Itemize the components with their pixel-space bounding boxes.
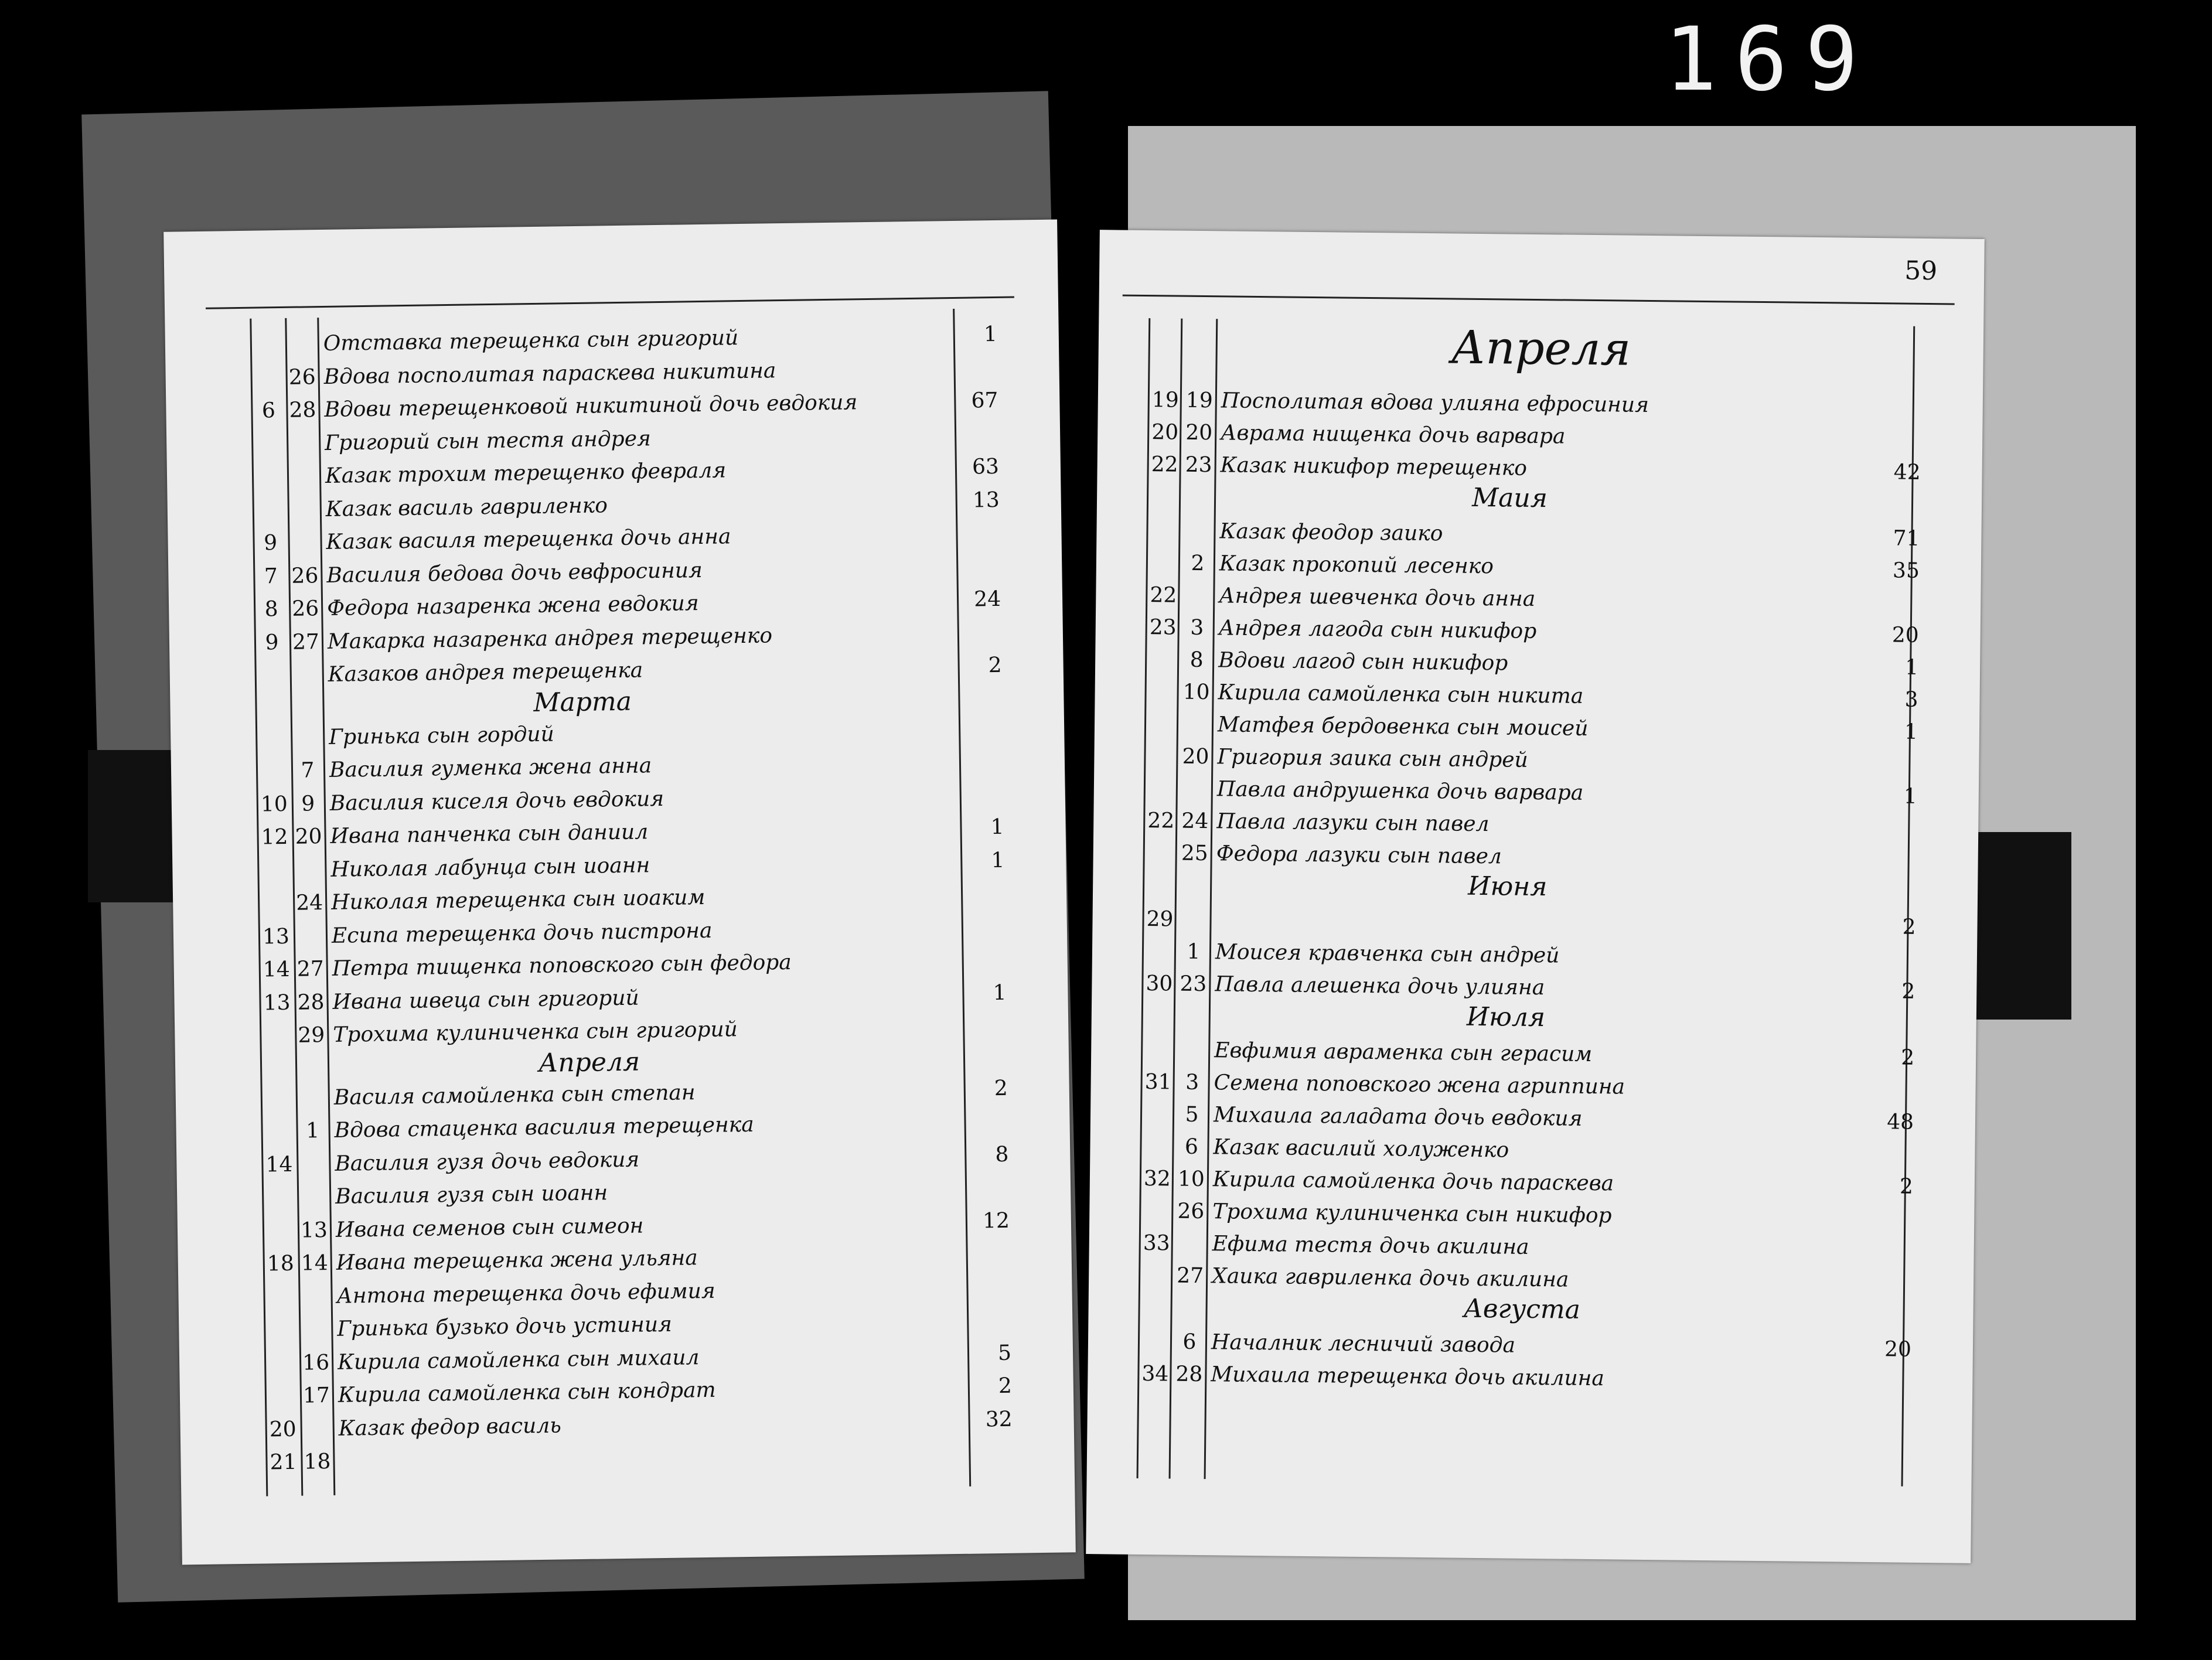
entry-number	[266, 1279, 295, 1280]
entry-name: Василия гузя сын иоанн	[335, 1181, 608, 1209]
entry-number: 22	[1147, 809, 1175, 833]
entry-day: 25	[1181, 841, 1208, 866]
entry-day: 3	[1190, 615, 1204, 640]
entry-number: 22	[1150, 583, 1177, 608]
entry-day: 6	[1184, 1134, 1199, 1160]
entry-name: Казак феодор заико	[1219, 519, 1443, 546]
entry-day: 10	[1182, 680, 1210, 705]
entry-name: Казак трохим терещенко февраля	[325, 458, 727, 488]
entry-number: 12	[261, 824, 288, 850]
entry-number	[258, 720, 288, 721]
month-heading: Июня	[1467, 871, 1548, 902]
entry-day: 26	[288, 364, 316, 390]
entry-name: Есипа терещенка дочь пистрона	[331, 918, 713, 948]
entry-name: Ивана терещенка жена ульяна	[336, 1246, 698, 1275]
entry-age	[1870, 1364, 1911, 1365]
entry-age: 20	[1891, 623, 1919, 647]
right-page	[1086, 230, 1985, 1563]
entry-day: 28	[297, 990, 325, 1015]
column-rule	[1137, 318, 1151, 1478]
entry-day: 28	[1175, 1362, 1203, 1387]
entry-number: 30	[1146, 972, 1173, 996]
entry-day: 1	[1187, 939, 1201, 964]
entry-age: 35	[1892, 558, 1920, 583]
entry-number: 9	[265, 630, 279, 655]
entry-day: 26	[291, 563, 319, 588]
entry-number	[1142, 1258, 1171, 1259]
entry-age	[1876, 811, 1917, 812]
entry-age	[1872, 1233, 1913, 1234]
entry-age: 2	[1902, 915, 1916, 939]
entry-name: Казак федор василь	[338, 1413, 562, 1441]
entry-number	[254, 426, 284, 427]
entry-number	[1141, 1324, 1170, 1325]
entry-age: 71	[1893, 526, 1920, 551]
entry-number	[1145, 934, 1174, 935]
entry-name: Кирила самойленка дочь параскева	[1212, 1167, 1614, 1196]
entry-number	[255, 459, 284, 460]
entry-age	[968, 1170, 1009, 1171]
entry-number: 31	[1144, 1070, 1172, 1095]
entry-name: Николая терещенка сын иоаким	[330, 885, 705, 915]
entry-day: 20	[1185, 420, 1213, 445]
entry-number: 20	[269, 1417, 296, 1441]
entry-age: 2	[994, 1076, 1008, 1100]
entry-number	[253, 327, 282, 328]
entry-day	[292, 720, 322, 721]
entry-number	[1148, 674, 1177, 675]
entry-age	[1876, 843, 1917, 844]
entry-name: Матфея бердовенка сын моисей	[1217, 713, 1589, 741]
entry-number	[1144, 1032, 1174, 1033]
entry-age: 5	[997, 1341, 1012, 1365]
top-rule	[206, 296, 1014, 309]
entry-day: 14	[301, 1251, 328, 1276]
entry-age: 1	[1905, 655, 1919, 680]
entry-age	[1880, 422, 1921, 423]
entry-number	[1148, 642, 1178, 643]
entry-day	[301, 1312, 330, 1313]
entry-number	[265, 1180, 294, 1181]
entry-number	[265, 1213, 295, 1214]
page-number: 59	[1904, 255, 1938, 287]
entry-number: 13	[262, 924, 290, 949]
entry-name: Павла алешенка дочь улияна	[1215, 972, 1545, 1000]
entry-age	[1880, 390, 1921, 391]
entry-age: 24	[973, 587, 1001, 612]
entry-day: 10	[1177, 1167, 1205, 1192]
entry-number	[263, 1018, 292, 1019]
month-heading: Июля	[1466, 1001, 1546, 1033]
entry-day	[289, 492, 318, 493]
entry-name: Казак никифор терещенко	[1220, 453, 1528, 480]
entry-day	[291, 657, 321, 658]
entry-day: 24	[1181, 809, 1209, 834]
entry-name: Василия киселя дочь евдокия	[329, 786, 664, 816]
entry-day: 6	[1182, 1330, 1197, 1354]
entry-day: 18	[304, 1449, 331, 1474]
entry-age	[962, 710, 1003, 711]
entry-age: 1	[1904, 720, 1918, 744]
entry-day: 16	[302, 1350, 330, 1375]
month-heading: Августа	[1463, 1293, 1581, 1325]
column-rule	[1204, 319, 1218, 1479]
entry-age: 32	[985, 1407, 1013, 1431]
entry-number: 7	[264, 564, 278, 588]
entry-number	[257, 658, 287, 659]
entry-age	[1872, 1201, 1913, 1202]
entry-name: Павла лазуки сын павел	[1216, 809, 1490, 837]
entry-day: 17	[302, 1383, 330, 1408]
entry-day: 24	[296, 891, 323, 915]
entry-name: Антона терещенка дочь ефимия	[336, 1279, 715, 1308]
entry-day	[297, 1080, 326, 1081]
entry-age	[972, 1435, 1013, 1436]
entry-name: Федора лазуки сын павел	[1216, 841, 1502, 869]
entry-day: 5	[1185, 1102, 1199, 1127]
entry-day	[1183, 578, 1212, 579]
entry-day	[289, 525, 319, 526]
entry-age: 1	[993, 980, 1007, 1005]
entry-day: 23	[1185, 452, 1212, 478]
entry-day	[288, 426, 318, 427]
entry-age	[964, 942, 1006, 943]
entry-number: 18	[267, 1251, 294, 1276]
entry-age: 2	[1901, 1045, 1915, 1070]
entry-age	[1873, 1072, 1914, 1073]
entry-day: 27	[296, 957, 324, 981]
entry-name: Михаила галадата дочь евдокия	[1213, 1103, 1583, 1131]
entry-day: 20	[295, 824, 322, 849]
entry-day: 3	[1185, 1070, 1199, 1095]
entry-number	[255, 492, 284, 493]
entry-day: 26	[1177, 1199, 1205, 1224]
entry-name: Андрея лагода сын никифор	[1218, 616, 1537, 643]
entry-name: Кирила самойленка сын кондрат	[338, 1378, 716, 1407]
left-page	[163, 219, 1076, 1564]
entry-name: Гринька сын гордий	[328, 722, 555, 749]
month-heading: Апреля	[1450, 321, 1631, 376]
month-heading: Маия	[1471, 482, 1548, 514]
entry-name: Ивана швеца сын григорий	[332, 986, 639, 1014]
entry-age: 2	[1901, 979, 1916, 1004]
entry-name: Вдови терещенковой никитиной дочь евдокия	[324, 390, 858, 422]
top-rule	[1123, 295, 1955, 305]
entry-number: 6	[261, 398, 276, 423]
entry-number	[261, 886, 290, 887]
entry-age	[967, 1104, 1008, 1105]
entry-number: 9	[263, 531, 278, 555]
entry-name: Макарка назаренка андрея терещенко	[327, 623, 773, 654]
entry-name: Григорий сын тестя андрея	[324, 426, 652, 455]
entry-age: 2	[998, 1373, 1013, 1399]
entry-name: Евфимия авраменка сын герасим	[1214, 1038, 1593, 1067]
entry-age: 1	[983, 322, 998, 347]
entry-number: 33	[1143, 1231, 1170, 1256]
entry-name: Андрея шевченка дочь анна	[1219, 584, 1536, 611]
column-rule	[1169, 319, 1183, 1479]
entry-name: Василия бедова дочь евфросиния	[326, 558, 703, 588]
entry-number: 23	[1149, 615, 1177, 640]
entry-age: 1	[990, 814, 1004, 840]
entry-day: 9	[301, 791, 315, 816]
entry-day: 20	[1182, 744, 1209, 769]
entry-day: 27	[1177, 1263, 1204, 1289]
entry-day: 2	[1191, 551, 1205, 576]
entry-age: 63	[972, 454, 1000, 479]
entry-age	[969, 1269, 1010, 1270]
entry-day: 1	[305, 1119, 320, 1143]
entry-name: Казаков андрея терещенка	[328, 658, 643, 687]
entry-name: Посполитая вдова улияна ефросиния	[1221, 388, 1649, 417]
entry-name: Гринька бузько дочь устиния	[337, 1312, 673, 1341]
entry-day	[1181, 707, 1211, 708]
entry-name: Ивана семенов сын симеон	[335, 1213, 644, 1242]
entry-name: Вдова посполитая параскева никитина	[323, 358, 776, 389]
entry-number	[263, 1080, 292, 1081]
entry-number: 22	[1151, 452, 1178, 477]
entry-number	[1143, 1129, 1173, 1130]
entry-name: Моисея кравченка сын андрей	[1215, 940, 1560, 968]
entry-name: Трохима кулиниченка сын никифор	[1212, 1199, 1612, 1228]
entry-age: 48	[1886, 1110, 1914, 1134]
entry-age: 1	[991, 848, 1005, 872]
entry-day: 26	[292, 596, 319, 621]
entry-age	[962, 776, 1003, 777]
entry-age	[969, 1236, 1010, 1237]
entry-day: 27	[292, 629, 320, 655]
entry-name: Казак прокопий лесенко	[1219, 551, 1494, 579]
entry-number: 14	[263, 957, 290, 982]
entry-name: Петра тищенка поповского сын федора	[332, 950, 792, 981]
entry-number: 14	[265, 1152, 293, 1177]
register-entry-row	[1140, 1356, 1926, 1400]
entry-number	[267, 1345, 296, 1346]
entry-age: 42	[1893, 460, 1921, 485]
entry-age: 2	[1899, 1174, 1914, 1199]
entry-name: Семена поповского жена агриппина	[1214, 1071, 1625, 1099]
entry-day	[287, 326, 316, 327]
entry-name: Вдови лагод сын никифор	[1218, 648, 1508, 676]
entry-name: Михаила терещенка дочь акилина	[1211, 1362, 1605, 1391]
entry-age: 20	[1884, 1337, 1912, 1362]
entry-age	[964, 876, 1005, 877]
entry-name: Трохима кулиниченка сын григорий	[333, 1017, 738, 1047]
entry-number: 32	[1143, 1167, 1171, 1191]
entry-name: Вдова стаценка василия терещенка	[334, 1112, 754, 1143]
entry-number: 29	[1146, 907, 1174, 932]
entry-day: 13	[300, 1218, 328, 1243]
entry-name: Федора назаренка жена евдокия	[326, 591, 699, 621]
entry-number	[1147, 771, 1176, 772]
entry-age: 1	[1903, 784, 1918, 809]
entry-age: 67	[971, 388, 998, 413]
entry-name: Аврама нищенка дочь варвара	[1221, 421, 1566, 449]
entry-age: 2	[988, 653, 1002, 678]
entry-age	[1879, 585, 1920, 586]
frame-number: 169	[1664, 9, 1876, 111]
entry-day: 19	[1185, 388, 1213, 413]
entry-number	[1150, 513, 1179, 514]
entry-number: 34	[1141, 1362, 1169, 1386]
entry-name: Николая лабунца сын иоанн	[330, 853, 650, 882]
entry-age: 3	[1904, 687, 1918, 712]
entry-age: 12	[982, 1208, 1010, 1233]
entry-day: 23	[1180, 972, 1207, 997]
entry-number: 20	[1151, 420, 1179, 445]
entry-day: 29	[298, 1023, 325, 1048]
month-heading: Марта	[533, 686, 632, 718]
entry-day: 8	[1189, 647, 1204, 673]
entry-day	[1176, 1226, 1205, 1227]
entry-number: 10	[260, 792, 288, 817]
entry-name: Григория заика сын андрей	[1217, 745, 1528, 772]
entry-name: Василия гуменка жена анна	[329, 754, 652, 782]
entry-age	[966, 1008, 1007, 1009]
entry-name: Казак василь гавриленко	[325, 493, 608, 521]
entry-name: Павла андрушенка дочь варвара	[1216, 777, 1584, 805]
entry-day	[302, 1411, 331, 1412]
entry-day	[1180, 902, 1209, 903]
entry-day: 7	[301, 758, 315, 783]
entry-number: 13	[263, 990, 291, 1015]
month-heading: Апреля	[538, 1047, 640, 1078]
entry-number: 8	[264, 597, 278, 622]
entry-name: Казак василя терещенка дочь анна	[326, 524, 731, 554]
entry-number: 19	[1151, 388, 1179, 413]
entry-name: Кирила самойленка сын никита	[1218, 680, 1584, 708]
entry-age: 8	[995, 1142, 1009, 1167]
entry-name: Началник лесничий завода	[1211, 1330, 1516, 1358]
entry-number: 21	[270, 1450, 297, 1475]
entry-day: 28	[289, 398, 316, 422]
entry-day	[1178, 1033, 1208, 1034]
entry-name: Ивана панченка сын даниил	[330, 820, 649, 848]
entry-name: Ефима тестя дочь акилина	[1212, 1232, 1529, 1259]
entry-age	[959, 548, 1000, 549]
entry-name: Кирила самойленка сын михаил	[337, 1345, 700, 1375]
entry-name: Василия гузя дочь евдокия	[335, 1147, 640, 1176]
entry-name: Василя самойленка сын степан	[333, 1080, 696, 1110]
entry-name: Хаика гавриленка дочь акилина	[1211, 1264, 1569, 1292]
column-rule	[1901, 326, 1915, 1487]
entry-name: Казак василий холуженко	[1213, 1135, 1509, 1163]
entry-age	[957, 416, 998, 417]
entry-age: 13	[972, 488, 1000, 513]
entry-name: Отставка терещенка сын григорий	[323, 326, 739, 356]
